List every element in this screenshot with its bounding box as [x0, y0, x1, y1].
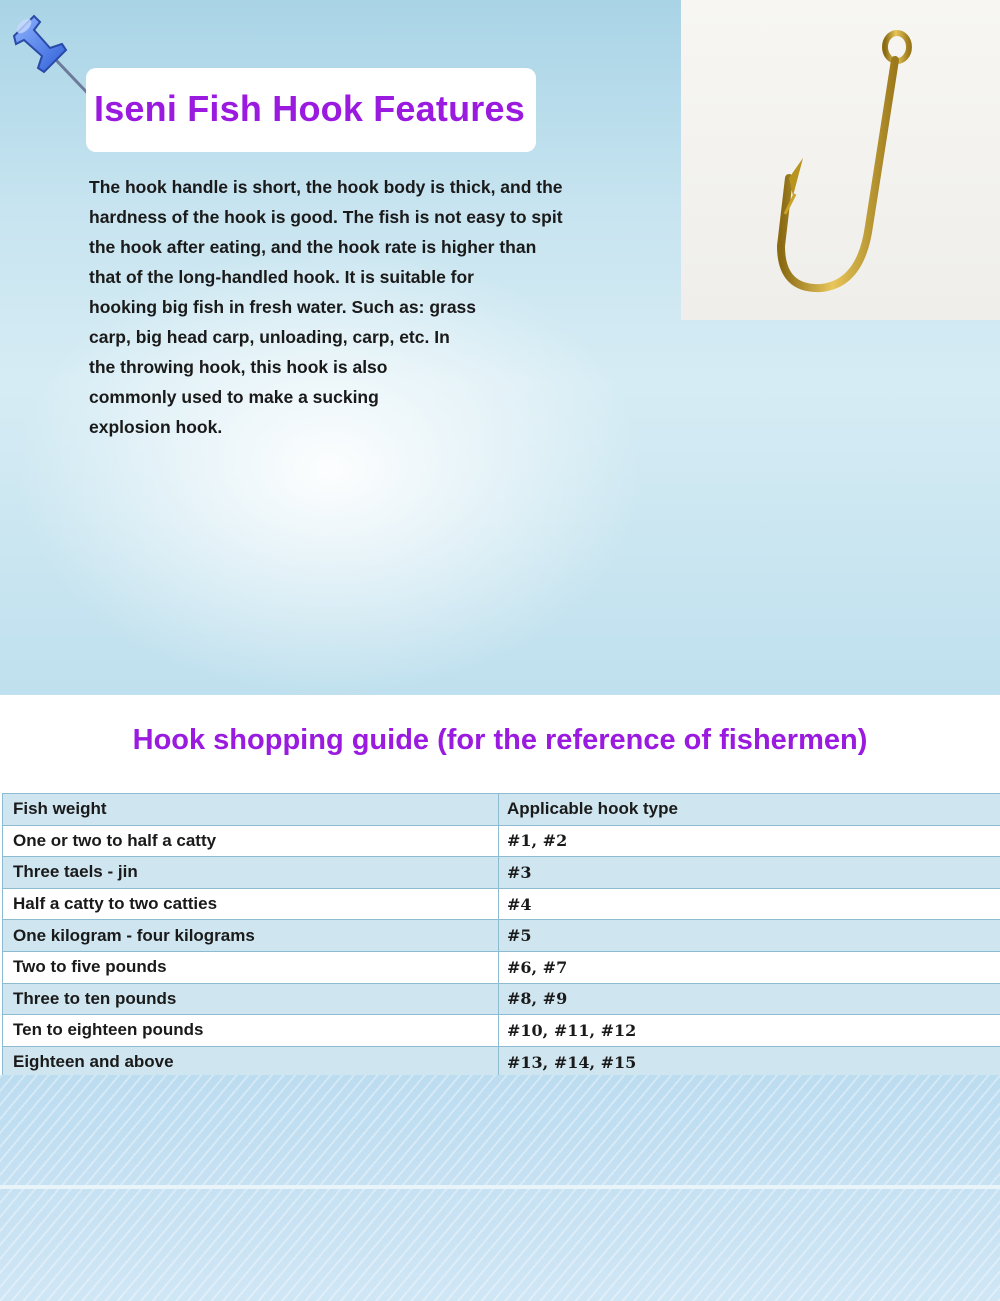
hook-type-cell: #13, #14, #15 — [499, 1046, 1000, 1078]
header-hook-type: Applicable hook type — [499, 794, 1000, 826]
table-row — [3, 825, 1000, 857]
hook-guide-table — [2, 793, 1000, 1073]
guide-title: Hook shopping guide (for the reference of fishermen) — [132, 724, 868, 756]
fish-weight-cell: Ten to eighteen pounds — [3, 1015, 499, 1047]
description-line: commonly used to make a sucking — [89, 387, 379, 407]
table-row — [3, 857, 1000, 889]
hook-type-cell: #10, #11, #12 — [499, 1015, 1000, 1047]
table-row — [3, 983, 1000, 1015]
fish-weight-cell: Eighteen and above — [3, 1046, 499, 1078]
description-line: the throwing hook, this hook is also — [89, 357, 388, 377]
table-row — [3, 888, 1000, 920]
hook-type-cell: #1, #2 — [499, 825, 1000, 857]
description-line: explosion hook. — [89, 417, 223, 437]
hook-type-cell: #8, #9 — [499, 983, 1000, 1015]
description-line: hooking big fish in fresh water. Such as: grass — [89, 297, 477, 317]
hook-type-cell: #5 — [499, 920, 1000, 952]
fish-weight-cell: Three taels - jin — [3, 857, 499, 889]
footer-divider — [0, 1185, 1000, 1189]
description-line: hardness of the hook is good. The fish is not easy to spit — [89, 207, 563, 227]
features-title: Iseni Fish Hook Features — [94, 88, 525, 129]
description-line: that of the long-handled hook. It is suitable for — [89, 267, 474, 287]
table-header-row — [3, 794, 1000, 826]
table-row — [3, 1015, 1000, 1047]
fish-weight-cell: One kilogram - four kilograms — [3, 920, 499, 952]
table-row — [3, 1046, 1000, 1078]
fish-weight-cell: Half a catty to two catties — [3, 888, 499, 920]
description-line: carp, big head carp, unloading, carp, etc. In — [89, 327, 450, 347]
hook-type-cell: #3 — [499, 857, 1000, 889]
fish-hook-icon — [681, 0, 1000, 320]
header-fish-weight: Fish weight — [3, 794, 499, 826]
hook-type-cell: #6, #7 — [499, 951, 1000, 983]
features-description — [89, 172, 649, 442]
table-row — [3, 920, 1000, 952]
table-row — [3, 951, 1000, 983]
fish-weight-cell: Two to five pounds — [3, 951, 499, 983]
description-line: The hook handle is short, the hook body is thick, and the — [89, 177, 563, 197]
fish-weight-cell: One or two to half a catty — [3, 825, 499, 857]
hook-type-cell: #4 — [499, 888, 1000, 920]
fish-hook-image — [681, 0, 1000, 320]
fish-weight-cell: Three to ten pounds — [3, 983, 499, 1015]
description-line: the hook after eating, and the hook rate is higher than — [89, 237, 537, 257]
